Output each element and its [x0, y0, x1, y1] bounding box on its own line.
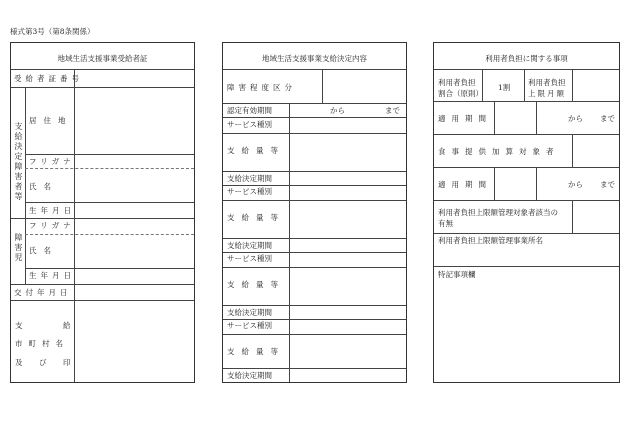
issuer-char-2: 給	[63, 321, 71, 330]
burden-ratio-value: 1割	[498, 83, 511, 92]
form-number-label: 様式第3号（第8条関係）	[10, 27, 95, 36]
furigana-label-1: フリガナ	[29, 157, 75, 166]
decision-period-label: 支給決定期間	[227, 174, 272, 183]
valid-period-to: まで	[385, 106, 400, 115]
cap-management-office-label: 利用者負担上限額管理事業所名	[438, 236, 543, 245]
issuer-char-4: び	[39, 358, 47, 367]
burden-cap-label-line1: 利用者負担	[528, 78, 566, 87]
issuer-seal-char: 印	[63, 358, 71, 367]
user-burden-panel	[433, 42, 620, 383]
supply-amount-label: 支給量等	[227, 213, 285, 222]
recipient-certificate-panel	[10, 42, 195, 383]
child-label-vertical: 障害児	[14, 233, 23, 262]
application-period-from-2: から	[568, 180, 583, 189]
issuer-char-1: 支	[15, 321, 23, 330]
service-type-label: サービス種別	[227, 254, 272, 263]
special-notes-label: 特記事項欄	[438, 270, 476, 279]
decision-period-label: 支給決定期間	[227, 308, 272, 317]
birth-date-label-1: 生年月日	[29, 206, 75, 215]
burden-ratio-label-line1: 利用者負担	[438, 78, 476, 87]
valid-period-label: 認定有効期間	[227, 106, 272, 115]
application-period-from-1: から	[568, 114, 583, 123]
decision-period-label: 支給決定期間	[227, 241, 272, 250]
birth-date-label-2: 生年月日	[29, 271, 75, 280]
decision-content-panel	[222, 42, 407, 383]
decision-period-label: 支給決定期間	[227, 371, 272, 380]
application-period-label-2: 適用期間	[438, 180, 492, 189]
application-period-label-1: 適用期間	[438, 114, 492, 123]
service-type-label: サービス種別	[227, 120, 272, 129]
issuer-char-3: 及	[15, 358, 23, 367]
supply-amount-label: 支給量等	[227, 280, 285, 289]
cap-management-label-line2: 有無	[438, 219, 453, 228]
group-label-vertical: 支給決定障害者等	[14, 122, 23, 201]
disability-class-label: 障害程度区分	[227, 83, 296, 92]
application-period-to-2: まで	[600, 180, 615, 189]
supply-amount-label: 支給量等	[227, 347, 285, 356]
address-label: 居住地	[29, 116, 73, 125]
supply-amount-label: 支給量等	[227, 146, 285, 155]
name-label-1: 氏名	[29, 182, 58, 191]
service-type-label: サービス種別	[227, 187, 272, 196]
issuer-municipality-label: 市町村名	[15, 339, 69, 348]
cap-management-label-line1: 利用者負担上限額管理対象者該当の	[438, 208, 558, 217]
burden-ratio-label-line2: 割合（原則）	[438, 89, 483, 98]
decision-content-title: 地域生活支援事業支給決定内容	[262, 54, 367, 63]
furigana-label-2: フリガナ	[29, 221, 75, 230]
user-burden-title: 利用者負担に関する事項	[485, 54, 568, 63]
name-label-2: 氏名	[29, 246, 58, 255]
recipient-number-label: 受給者証番号	[14, 74, 83, 83]
valid-period-from: から	[330, 106, 345, 115]
issue-date-label: 交付年月日	[14, 288, 72, 297]
meal-addition-label: 食事提供加算対象者	[438, 147, 560, 156]
service-type-label: サービス種別	[227, 321, 272, 330]
recipient-certificate-title: 地域生活支援事業受給者証	[57, 54, 148, 63]
burden-cap-label-line2: 上限月額	[528, 89, 566, 98]
application-period-to-1: まで	[600, 114, 615, 123]
